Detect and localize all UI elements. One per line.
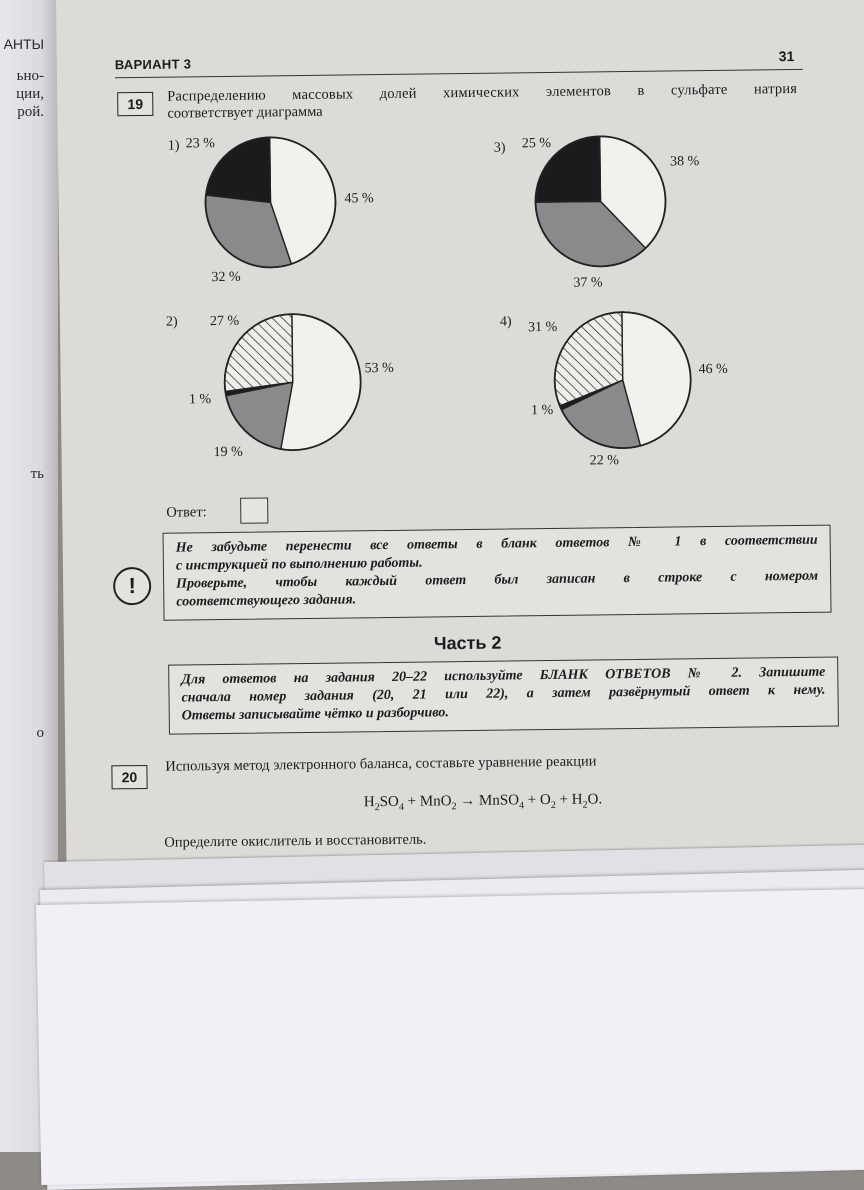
- left-page-fragment: о: [36, 725, 44, 741]
- part-2-instructions: [168, 656, 839, 734]
- data-label: 23 %: [185, 136, 216, 152]
- option-label-1[interactable]: 1): [167, 138, 180, 154]
- left-page-fragment: АНТЫ: [3, 36, 44, 52]
- task19-question-line1: Распределению массовых долей химических элементов в сульфате натрия: [167, 80, 798, 105]
- notice-line: с инструкцией по выполнению работы.: [175, 555, 423, 574]
- workbook-page: [56, 0, 864, 880]
- option-label-2[interactable]: 2): [165, 314, 178, 330]
- task19-question-line2: соответствует диаграмма: [167, 103, 323, 122]
- instruction-line: Ответы записывайте чётко и разборчиво.: [181, 705, 449, 724]
- task20-question: Используя метод электронного баланса, составьте уравнение реакции: [165, 753, 597, 775]
- data-label: 1 %: [188, 392, 212, 408]
- notice-line: соответствующего задания.: [176, 592, 357, 610]
- option-label-3[interactable]: 3): [493, 140, 506, 156]
- data-label: 19 %: [213, 444, 243, 461]
- notice-line: Не забудьте перенести все ответы в бланк ответов № 1 в соответствии: [175, 532, 818, 556]
- data-label: 31 %: [527, 319, 558, 336]
- notice-box: [163, 525, 832, 621]
- left-page-fragment: рой.: [17, 104, 44, 120]
- data-label: 38 %: [669, 154, 700, 170]
- option-label-4[interactable]: 4): [499, 314, 512, 330]
- data-label: 53 %: [364, 360, 394, 377]
- data-label: 32 %: [211, 269, 241, 286]
- left-page-fragment: ть: [30, 466, 44, 482]
- pie-chart-option-4[interactable]: [56, 0, 57, 1]
- answer-input-box[interactable]: [240, 497, 268, 523]
- data-label: 45 %: [344, 191, 374, 207]
- variant-header: ВАРИАНТ 3: [114, 56, 192, 73]
- page-number: 31: [778, 47, 795, 65]
- notice-line: Проверьте, чтобы каждый ответ был записан в строке с номером: [176, 568, 819, 592]
- answer-label: Ответ:: [166, 504, 207, 521]
- left-page-fragment: ции,: [16, 86, 44, 102]
- task-number-19: 19: [117, 92, 153, 116]
- exclamation-icon: !: [113, 567, 151, 605]
- data-label: 25 %: [521, 135, 552, 152]
- data-label: 22 %: [589, 453, 619, 469]
- data-label: 27 %: [209, 313, 240, 330]
- part-2-title: Часть 2: [433, 632, 502, 654]
- data-label: 46 %: [698, 361, 728, 378]
- data-label: 1 %: [530, 402, 554, 419]
- header-divider: [115, 69, 803, 78]
- loose-sheet: [36, 889, 864, 1185]
- task-number-20: 20: [111, 765, 147, 789]
- task20-followup: Определите окислитель и восстановитель.: [164, 831, 427, 851]
- reaction-equation: $H_2SO_4 + MnO_2$ → MnSO$_4$ + $O_2 + H_2O$.: [363, 791, 603, 814]
- left-page-fragment: ьно-: [16, 68, 44, 84]
- data-label: 37 %: [573, 275, 603, 291]
- instruction-line: сначала номер задания (20, 21 или 22), а затем развёрнутый ответ к нему.: [181, 682, 826, 706]
- instruction-line: Для ответов на задания 20–22 используйте БЛАНК ОТВЕТОВ № 2. Запишите: [181, 664, 826, 688]
